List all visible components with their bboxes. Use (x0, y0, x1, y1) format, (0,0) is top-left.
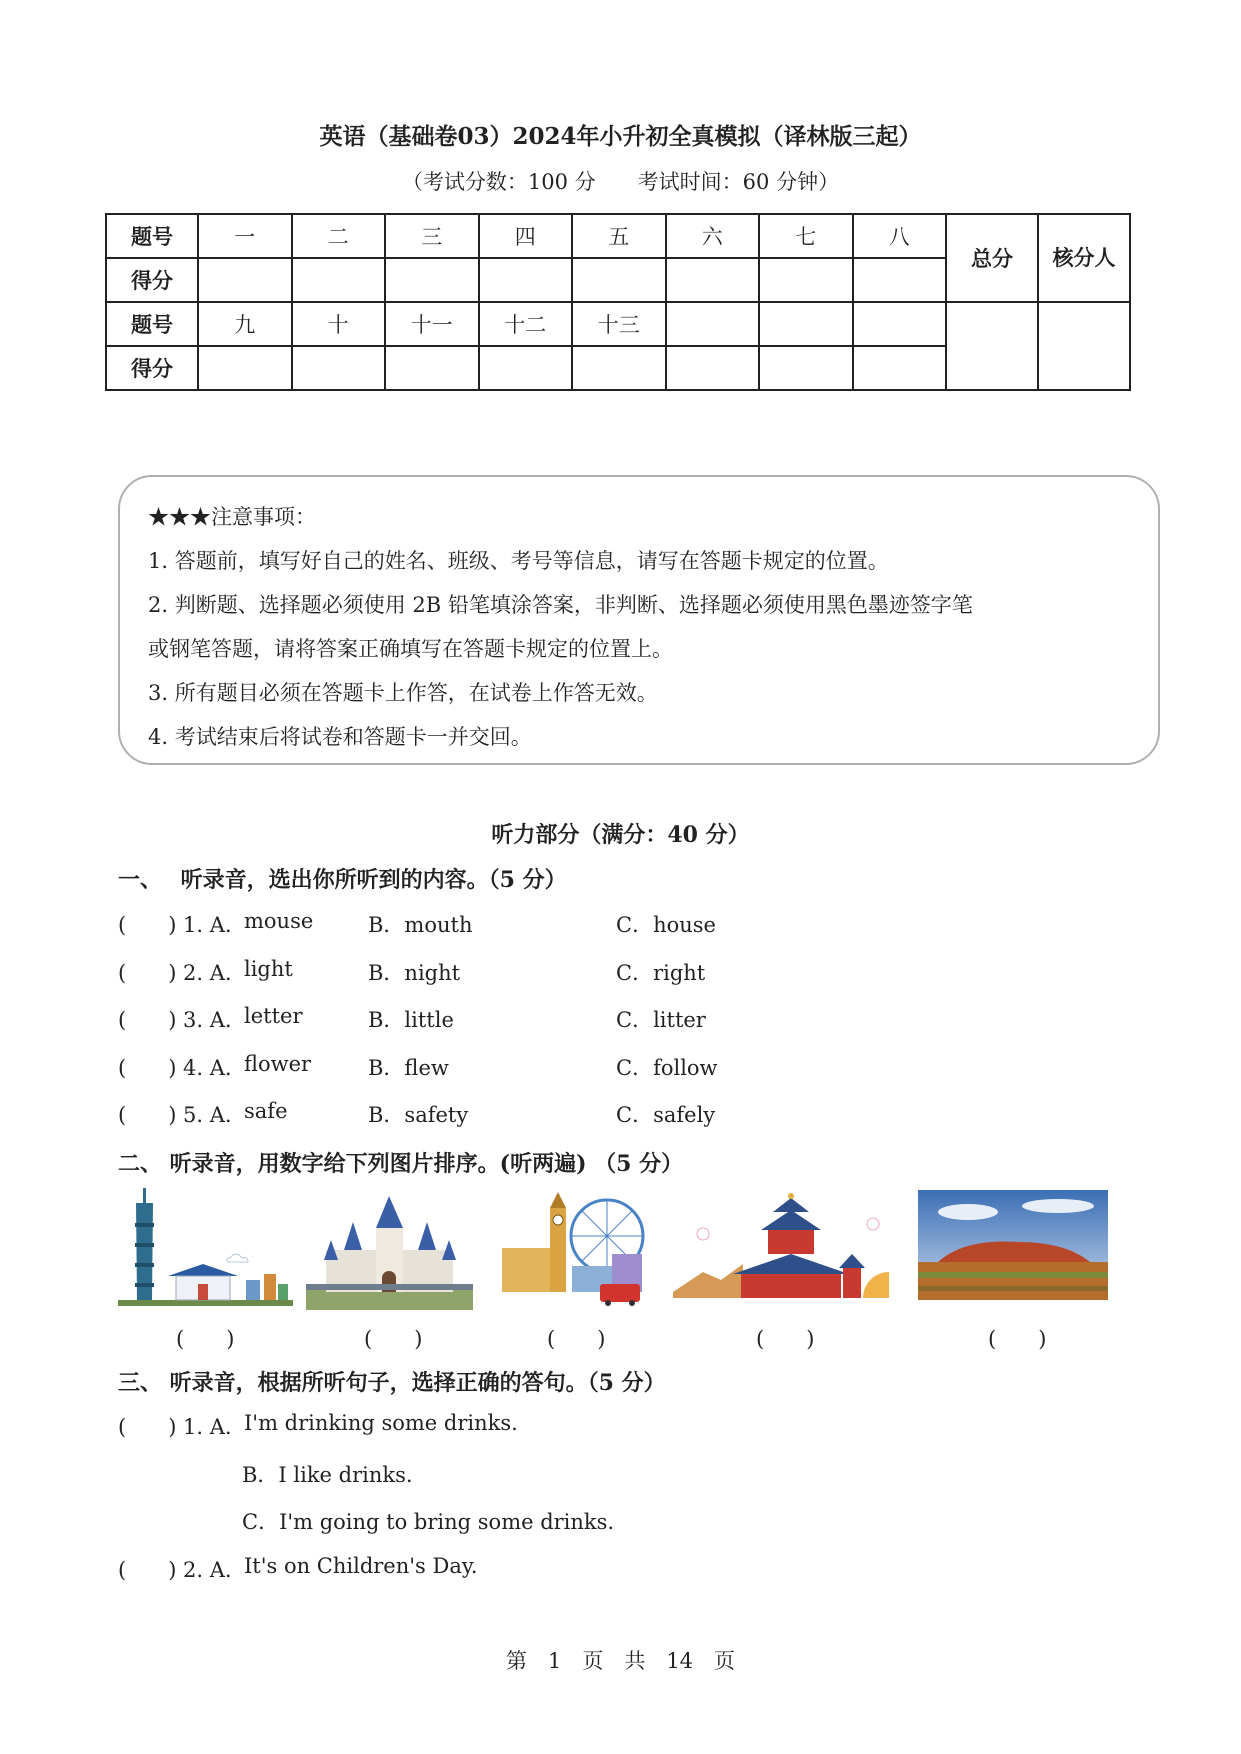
notice-item: 1. 答题前，填写好自己的姓名、班级、考号等信息，请写在答题卡规定的位置。 (148, 549, 889, 573)
table-header-cell: 五 (572, 214, 666, 258)
score-cell[interactable] (198, 346, 292, 390)
table-header-cell: 十三 (572, 302, 666, 346)
list-item (118, 1411, 1118, 1441)
table-header-cell: 三 (385, 214, 479, 258)
table-header-cell: 十一 (385, 302, 479, 346)
page-footer: 第 1 页 共 14 页 (505, 1649, 736, 1673)
score-cell[interactable] (292, 346, 386, 390)
notice-item: 4. 考试结束后将试卷和答题卡一并交回。 (148, 725, 532, 749)
total-score-cell[interactable] (946, 302, 1038, 390)
option-a[interactable]: letter (244, 1004, 303, 1028)
option-b[interactable]: B．little (368, 1008, 454, 1032)
option-b[interactable]: B．flew (368, 1056, 449, 1080)
table-header-cell: 四 (479, 214, 573, 258)
score-cell[interactable] (479, 346, 573, 390)
question-number: ( ) 3. A． (118, 1008, 246, 1032)
table-header-cell: 九 (198, 302, 292, 346)
option-a[interactable]: light (244, 957, 293, 981)
order-blank[interactable]: ( ) (364, 1327, 423, 1351)
question-3-heading: 三、 听录音，根据所听句子，选择正确的答句。（5 分） (118, 1370, 666, 1396)
question-1-heading: 一、 听录音，选出你所听到的内容。（5 分） (118, 867, 567, 893)
taipei-skyline-image (118, 1188, 293, 1310)
option-c[interactable]: C．safely (616, 1103, 716, 1127)
table-header-cell: 十二 (479, 302, 573, 346)
table-header-cell: 八 (853, 214, 947, 258)
table-header-cell: 题号 (106, 214, 198, 258)
order-blank[interactable]: ( ) (988, 1327, 1047, 1351)
score-cell[interactable] (572, 258, 666, 302)
notice-heading: ★★★注意事项： (148, 505, 316, 529)
option-c[interactable]: C．I'm going to bring some drinks. (242, 1510, 615, 1534)
checker-cell[interactable] (1038, 302, 1130, 390)
score-cell[interactable] (666, 346, 760, 390)
table-header-cell (666, 302, 760, 346)
table-header-cell (759, 302, 853, 346)
notice-box (118, 475, 1160, 765)
option-a[interactable]: safe (244, 1099, 288, 1123)
option-a[interactable]: It's on Children's Day. (244, 1554, 478, 1578)
table-header-cell: 七 (759, 214, 853, 258)
list-item (118, 909, 1118, 939)
question-number: ( ) 4. A． (118, 1056, 246, 1080)
question-2-heading: 二、 听录音，用数字给下列图片排序。(听两遍) （5 分） (118, 1151, 684, 1177)
order-blank[interactable]: ( ) (547, 1327, 606, 1351)
option-c[interactable]: C．right (616, 961, 706, 985)
london-image (492, 1188, 654, 1310)
option-a[interactable]: I'm drinking some drinks. (244, 1411, 518, 1435)
listening-section-title: 听力部分（满分：40 分） (491, 822, 750, 848)
order-blank[interactable]: ( ) (176, 1327, 235, 1351)
score-cell[interactable] (759, 258, 853, 302)
list-item (118, 1004, 1118, 1034)
option-b[interactable]: B．I like drinks. (242, 1463, 413, 1487)
score-cell[interactable] (385, 258, 479, 302)
score-cell[interactable] (479, 258, 573, 302)
option-c[interactable]: C．follow (616, 1056, 718, 1080)
table-header-cell: 六 (666, 214, 760, 258)
question-number: ( ) 5. A． (118, 1103, 246, 1127)
question-number: ( ) 1. A． (118, 913, 246, 937)
score-table (105, 213, 1131, 391)
score-cell[interactable] (759, 346, 853, 390)
notice-item: 或钢笔答题，请将答案正确填写在答题卡规定的位置上。 (148, 637, 673, 661)
option-c[interactable]: C．litter (616, 1008, 706, 1032)
question-number: ( ) 2. A． (118, 961, 246, 985)
table-header-cell: 一 (198, 214, 292, 258)
notice-item: 2. 判断题、选择题必须使用 2B 铅笔填涂答案，非判断、选择题必须使用黑色墨迹签字笔 (148, 593, 973, 617)
table-header-cell: 题号 (106, 302, 198, 346)
list-item (118, 1099, 1118, 1129)
score-cell[interactable] (853, 346, 947, 390)
list-item (118, 1052, 1118, 1082)
list-item (118, 957, 1118, 987)
option-c[interactable]: C．house (616, 913, 716, 937)
list-item (118, 1554, 1118, 1584)
score-cell[interactable] (385, 346, 479, 390)
table-header-cell: 二 (292, 214, 386, 258)
notice-item: 3. 所有题目必须在答题卡上作答，在试卷上作答无效。 (148, 681, 658, 705)
order-blank[interactable]: ( ) (756, 1327, 815, 1351)
score-row-label: 得分 (106, 258, 198, 302)
total-score-label: 总分 (946, 214, 1038, 302)
option-b[interactable]: B．safety (368, 1103, 469, 1127)
table-header-cell: 十 (292, 302, 386, 346)
uluru-image (918, 1190, 1108, 1300)
option-a[interactable]: flower (244, 1052, 312, 1076)
castle-image (306, 1188, 473, 1310)
beijing-image (673, 1188, 893, 1310)
checker-label: 核分人 (1038, 214, 1130, 302)
score-cell[interactable] (572, 346, 666, 390)
score-cell[interactable] (292, 258, 386, 302)
score-row-label: 得分 (106, 346, 198, 390)
score-cell[interactable] (198, 258, 292, 302)
question-number: ( ) 1. A． (118, 1415, 246, 1439)
score-cell[interactable] (853, 258, 947, 302)
score-cell[interactable] (666, 258, 760, 302)
option-b[interactable]: B．mouth (368, 913, 473, 937)
exam-info: （考试分数：100 分 考试时间：60 分钟） (401, 170, 840, 194)
list-item (118, 1506, 1118, 1536)
option-a[interactable]: mouse (244, 909, 314, 933)
list-item (118, 1459, 1118, 1489)
table-header-cell (853, 302, 947, 346)
question-number: ( ) 2. A． (118, 1558, 246, 1582)
page-title: 英语（基础卷03）2024年小升初全真模拟（译林版三起） (319, 123, 922, 150)
option-b[interactable]: B．night (368, 961, 461, 985)
